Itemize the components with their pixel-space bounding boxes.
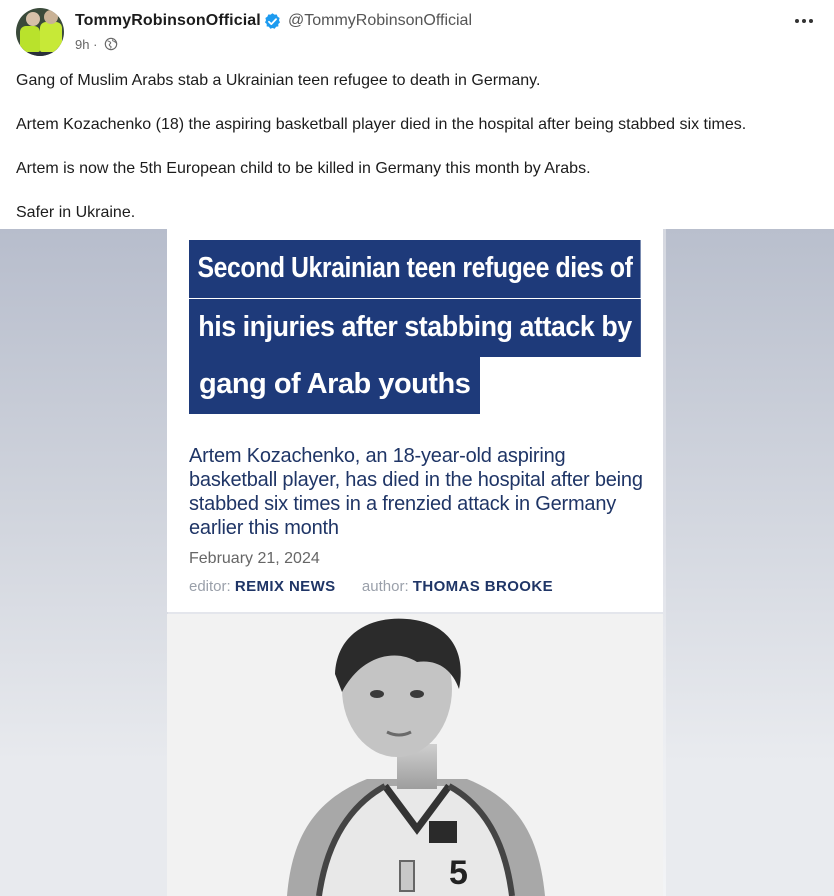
more-options-icon[interactable] [792,10,816,32]
media-background [666,229,834,896]
article-byline [189,578,553,595]
article-card [167,229,663,612]
verified-badge-icon [263,12,282,31]
article-subheadline: Artem Kozachenko, an 18-year-old aspiring basketball player, has died in the hospital after being stabbed six times in a frenzied attack in Germany earlier this month [189,445,643,539]
editor-label: editor: [189,578,231,595]
article-headline-line: gang of Arab youths [189,356,480,414]
article-headline-line: his injuries after stabbing attack by [189,299,641,357]
svg-text:5: 5 [449,854,468,892]
author-value: THOMAS BROOKE [412,578,553,595]
article-headline-line: Second Ukrainian teen refugee dies of [189,240,641,298]
editor-value: REMIX NEWS [234,578,336,595]
post-paragraph: Artem is now the 5th European child to be killed in Germany this month by Arabs. [16,160,591,177]
post-paragraph: Safer in Ukraine. [16,204,136,221]
post-header [0,0,834,68]
post-media-image[interactable] [0,229,834,896]
post-paragraph: Gang of Muslim Arabs stab a Ukrainian teen refugee to death in Germany. [16,72,541,89]
globe-icon [104,37,118,51]
post-paragraph: Artem Kozachenko (18) the aspiring basketball player died in the hospital after being stabbed six times. [16,116,747,133]
post-time[interactable]: 9h · [75,37,98,52]
article-date: February 21, 2024 [189,550,320,567]
author-handle[interactable]: @TommyRobinsonOfficial [288,12,473,29]
author-avatar[interactable] [16,8,64,56]
player-photo [167,614,663,896]
player-portrait [167,614,663,896]
author-name[interactable]: TommyRobinsonOfficial [75,12,261,29]
media-background [0,229,168,896]
author-label: author: [361,578,409,595]
